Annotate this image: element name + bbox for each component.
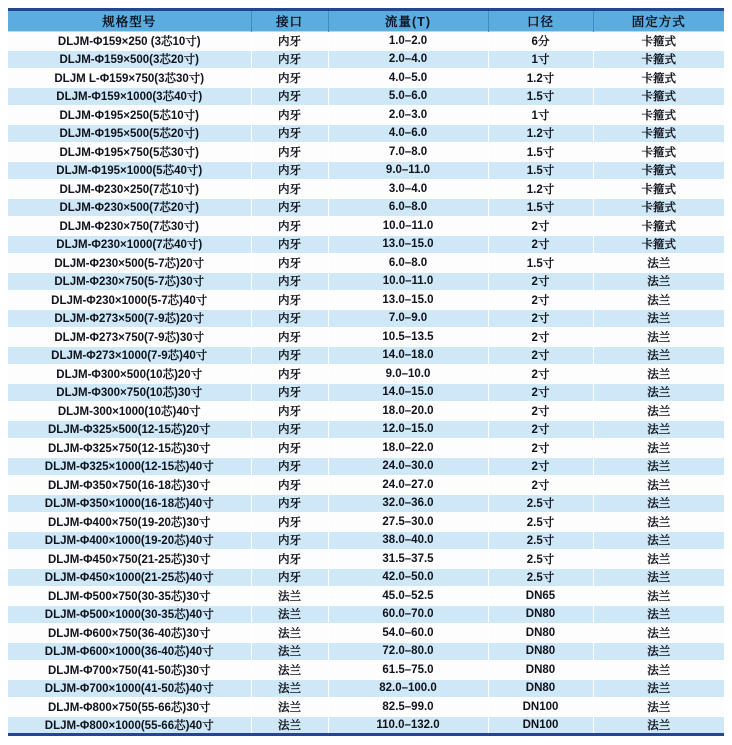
- cell-model: DLJM-Φ195×500(5芯20寸): [8, 124, 251, 143]
- cell-model: DLJM-Φ600×1000(36-40芯)40寸: [8, 642, 251, 661]
- cell-model: DLJM-Φ325×500(12-15芯)20寸: [8, 420, 251, 439]
- cell-interface: 法兰: [251, 605, 328, 624]
- cell-model: DLJM-Φ450×750(21-25芯)30寸: [8, 550, 251, 569]
- cell-model: DLJM-Φ300×750(10芯)30寸: [8, 383, 251, 402]
- cell-model: DLJM-Φ600×750(36-40芯)30寸: [8, 624, 251, 643]
- cell-diameter: DN80: [488, 661, 593, 680]
- cell-model: DLJM-Φ230×500(5-7芯)20寸: [8, 254, 251, 273]
- table-row: [8, 550, 724, 569]
- cell-mounting: 法兰: [593, 568, 724, 587]
- cell-diameter: 2.5寸: [488, 531, 593, 550]
- cell-mounting: 法兰: [593, 642, 724, 661]
- cell-mounting: 法兰: [593, 624, 724, 643]
- cell-mounting: 卡箍式: [593, 87, 724, 106]
- cell-interface: 内牙: [251, 106, 328, 125]
- cell-model: DLJM-Φ700×750(41-50芯)30寸: [8, 661, 251, 680]
- cell-diameter: 1寸: [488, 106, 593, 125]
- cell-model: DLJM-Φ325×750(12-15芯)30寸: [8, 439, 251, 458]
- table-row: [8, 32, 724, 51]
- cell-flow: 6.0–8.0: [328, 254, 488, 273]
- cell-mounting: 卡箍式: [593, 198, 724, 217]
- cell-interface: 法兰: [251, 624, 328, 643]
- cell-mounting: 法兰: [593, 716, 724, 735]
- cell-flow: 10.0–11.0: [328, 272, 488, 291]
- cell-interface: 内牙: [251, 180, 328, 199]
- table-row: [8, 272, 724, 291]
- cell-flow: 54.0–60.0: [328, 624, 488, 643]
- cell-flow: 60.0–70.0: [328, 605, 488, 624]
- cell-diameter: 2寸: [488, 309, 593, 328]
- cell-flow: 9.0–11.0: [328, 161, 488, 180]
- cell-interface: 内牙: [251, 32, 328, 51]
- cell-flow: 31.5–37.5: [328, 550, 488, 569]
- cell-mounting: 法兰: [593, 328, 724, 347]
- cell-diameter: 2.5寸: [488, 513, 593, 532]
- cell-mounting: 法兰: [593, 513, 724, 532]
- cell-diameter: DN100: [488, 716, 593, 735]
- cell-model: DLJM L-Φ159×750(3芯30寸): [8, 69, 251, 88]
- cell-model: DLJM-Φ195×1000(5芯40寸): [8, 161, 251, 180]
- cell-mounting: 法兰: [593, 254, 724, 273]
- cell-model: DLJM-Φ273×1000(7-9芯)40寸: [8, 346, 251, 365]
- cell-flow: 2.0–3.0: [328, 106, 488, 125]
- cell-mounting: 卡箍式: [593, 32, 724, 51]
- cell-model: DLJM-Φ159×250 (3芯10寸): [8, 32, 251, 51]
- table-row: [8, 365, 724, 384]
- cell-interface: 内牙: [251, 439, 328, 458]
- cell-model: DLJM-Φ159×1000(3芯40寸): [8, 87, 251, 106]
- table-row: [8, 180, 724, 199]
- cell-interface: 内牙: [251, 568, 328, 587]
- cell-diameter: 2寸: [488, 439, 593, 458]
- table-row: [8, 605, 724, 624]
- table-row: [8, 328, 724, 347]
- table-header: [8, 10, 724, 32]
- cell-diameter: DN100: [488, 698, 593, 717]
- cell-flow: 5.0–6.0: [328, 87, 488, 106]
- cell-diameter: 2寸: [488, 420, 593, 439]
- cell-model: DLJM-Φ195×750(5芯30寸): [8, 143, 251, 162]
- cell-flow: 32.0–36.0: [328, 494, 488, 513]
- cell-interface: 内牙: [251, 87, 328, 106]
- cell-flow: 18.0–20.0: [328, 402, 488, 421]
- table-row: [8, 642, 724, 661]
- cell-diameter: DN80: [488, 642, 593, 661]
- table-row: [8, 143, 724, 162]
- table-row: [8, 568, 724, 587]
- cell-diameter: 1.2寸: [488, 124, 593, 143]
- cell-model: DLJM-Φ195×250(5芯10寸): [8, 106, 251, 125]
- cell-interface: 内牙: [251, 235, 328, 254]
- cell-diameter: 2.5寸: [488, 494, 593, 513]
- cell-flow: 1.0–2.0: [328, 32, 488, 51]
- cell-diameter: 1.5寸: [488, 198, 593, 217]
- cell-interface: 内牙: [251, 124, 328, 143]
- table-row: [8, 698, 724, 717]
- table-row: [8, 402, 724, 421]
- cell-mounting: 法兰: [593, 476, 724, 495]
- cell-model: DLJM-Φ450×1000(21-25芯)40寸: [8, 568, 251, 587]
- cell-mounting: 卡箍式: [593, 143, 724, 162]
- cell-flow: 14.0–18.0: [328, 346, 488, 365]
- table-row: [8, 254, 724, 273]
- spec-table: [8, 8, 724, 736]
- cell-diameter: 1.2寸: [488, 69, 593, 88]
- cell-mounting: 法兰: [593, 346, 724, 365]
- cell-mounting: 卡箍式: [593, 161, 724, 180]
- cell-mounting: 法兰: [593, 457, 724, 476]
- cell-flow: 7.0–9.0: [328, 309, 488, 328]
- cell-model: DLJM-Φ230×250(7芯10寸): [8, 180, 251, 199]
- cell-diameter: 2.5寸: [488, 568, 593, 587]
- cell-interface: 内牙: [251, 476, 328, 495]
- cell-model: DLJM-Φ230×1000(5-7芯)40寸: [8, 291, 251, 310]
- cell-flow: 24.0–27.0: [328, 476, 488, 495]
- cell-mounting: 法兰: [593, 309, 724, 328]
- cell-interface: 法兰: [251, 698, 328, 717]
- cell-interface: 内牙: [251, 291, 328, 310]
- cell-diameter: 1.5寸: [488, 161, 593, 180]
- cell-mounting: 法兰: [593, 383, 724, 402]
- cell-flow: 42.0–50.0: [328, 568, 488, 587]
- table-row: [8, 420, 724, 439]
- table-row: [8, 587, 724, 606]
- table-row: [8, 457, 724, 476]
- cell-model: DLJM-Φ800×750(55-66芯)30寸: [8, 698, 251, 717]
- cell-mounting: 法兰: [593, 420, 724, 439]
- cell-diameter: 1.5寸: [488, 87, 593, 106]
- cell-flow: 6.0–8.0: [328, 198, 488, 217]
- cell-flow: 10.5–13.5: [328, 328, 488, 347]
- cell-model: DLJM-Φ700×1000(41-50芯)40寸: [8, 679, 251, 698]
- cell-interface: 内牙: [251, 272, 328, 291]
- cell-interface: 内牙: [251, 513, 328, 532]
- table-row: [8, 87, 724, 106]
- cell-flow: 27.5–30.0: [328, 513, 488, 532]
- column-header-model: 规格型号: [8, 10, 251, 32]
- cell-model: DLJM-Φ300×500(10芯)20寸: [8, 365, 251, 384]
- cell-diameter: DN65: [488, 587, 593, 606]
- cell-model: DLJM-Φ159×500(3芯20寸): [8, 50, 251, 69]
- cell-flow: 13.0–15.0: [328, 291, 488, 310]
- cell-diameter: 2.5寸: [488, 550, 593, 569]
- cell-mounting: 法兰: [593, 494, 724, 513]
- cell-diameter: 2寸: [488, 383, 593, 402]
- cell-interface: 内牙: [251, 198, 328, 217]
- cell-interface: 内牙: [251, 457, 328, 476]
- table-row: [8, 198, 724, 217]
- cell-diameter: 2寸: [488, 217, 593, 236]
- cell-interface: 内牙: [251, 217, 328, 236]
- cell-diameter: 1.5寸: [488, 254, 593, 273]
- cell-diameter: 2寸: [488, 235, 593, 254]
- cell-model: DLJM-Φ800×1000(55-66芯)40寸: [8, 716, 251, 735]
- cell-interface: 法兰: [251, 661, 328, 680]
- cell-model: DLJM-Φ230×500(7芯20寸): [8, 198, 251, 217]
- cell-mounting: 法兰: [593, 439, 724, 458]
- table-row: [8, 235, 724, 254]
- cell-interface: 内牙: [251, 309, 328, 328]
- cell-model: DLJM-Φ230×750(5-7芯)30寸: [8, 272, 251, 291]
- cell-mounting: 法兰: [593, 402, 724, 421]
- cell-model: DLJM-300×1000(10芯)40寸: [8, 402, 251, 421]
- cell-interface: 内牙: [251, 402, 328, 421]
- cell-flow: 38.0–40.0: [328, 531, 488, 550]
- cell-mounting: 法兰: [593, 291, 724, 310]
- table-row: [8, 161, 724, 180]
- cell-flow: 18.0–22.0: [328, 439, 488, 458]
- cell-interface: 内牙: [251, 365, 328, 384]
- table-row: [8, 50, 724, 69]
- cell-mounting: 卡箍式: [593, 235, 724, 254]
- cell-flow: 82.5–99.0: [328, 698, 488, 717]
- cell-flow: 12.0–15.0: [328, 420, 488, 439]
- cell-interface: 内牙: [251, 494, 328, 513]
- cell-interface: 内牙: [251, 50, 328, 69]
- cell-diameter: 2寸: [488, 328, 593, 347]
- cell-flow: 2.0–4.0: [328, 50, 488, 69]
- cell-diameter: 2寸: [488, 346, 593, 365]
- cell-model: DLJM-Φ230×750(7芯30寸): [8, 217, 251, 236]
- table-body: [8, 32, 724, 735]
- cell-diameter: 1.5寸: [488, 143, 593, 162]
- table-row: [8, 106, 724, 125]
- cell-mounting: 法兰: [593, 587, 724, 606]
- cell-diameter: 1寸: [488, 50, 593, 69]
- table-row: [8, 513, 724, 532]
- cell-mounting: 法兰: [593, 272, 724, 291]
- cell-mounting: 卡箍式: [593, 124, 724, 143]
- cell-flow: 9.0–10.0: [328, 365, 488, 384]
- cell-model: DLJM-Φ400×1000(19-20芯)40寸: [8, 531, 251, 550]
- table-row: [8, 439, 724, 458]
- cell-model: DLJM-Φ400×750(19-20芯)30寸: [8, 513, 251, 532]
- cell-interface: 内牙: [251, 161, 328, 180]
- table-row: [8, 217, 724, 236]
- cell-flow: 45.0–52.5: [328, 587, 488, 606]
- cell-diameter: 2寸: [488, 402, 593, 421]
- cell-flow: 4.0–5.0: [328, 69, 488, 88]
- table-row: [8, 494, 724, 513]
- cell-interface: 内牙: [251, 531, 328, 550]
- cell-mounting: 法兰: [593, 679, 724, 698]
- column-header-interface: 接口: [251, 10, 328, 32]
- cell-model: DLJM-Φ273×500(7-9芯)20寸: [8, 309, 251, 328]
- cell-interface: 内牙: [251, 550, 328, 569]
- cell-interface: 法兰: [251, 716, 328, 735]
- cell-diameter: 2寸: [488, 365, 593, 384]
- cell-interface: 内牙: [251, 69, 328, 88]
- cell-interface: 内牙: [251, 254, 328, 273]
- table-row: [8, 679, 724, 698]
- table-row: [8, 124, 724, 143]
- cell-mounting: 法兰: [593, 531, 724, 550]
- cell-flow: 10.0–11.0: [328, 217, 488, 236]
- cell-mounting: 卡箍式: [593, 180, 724, 199]
- cell-diameter: DN80: [488, 679, 593, 698]
- table-row: [8, 661, 724, 680]
- cell-flow: 61.5–75.0: [328, 661, 488, 680]
- cell-diameter: 1.2寸: [488, 180, 593, 199]
- cell-model: DLJM-Φ350×1000(16-18芯)40寸: [8, 494, 251, 513]
- table-row: [8, 291, 724, 310]
- header-row: [8, 10, 724, 32]
- cell-interface: 内牙: [251, 346, 328, 365]
- cell-diameter: 2寸: [488, 476, 593, 495]
- cell-flow: 13.0–15.0: [328, 235, 488, 254]
- cell-mounting: 法兰: [593, 550, 724, 569]
- cell-mounting: 卡箍式: [593, 50, 724, 69]
- cell-interface: 内牙: [251, 420, 328, 439]
- cell-diameter: 2寸: [488, 457, 593, 476]
- table-row: [8, 346, 724, 365]
- column-header-diameter: 口径: [488, 10, 593, 32]
- cell-diameter: 2寸: [488, 272, 593, 291]
- table-row: [8, 531, 724, 550]
- cell-model: DLJM-Φ230×1000(7芯40寸): [8, 235, 251, 254]
- cell-flow: 24.0–30.0: [328, 457, 488, 476]
- cell-model: DLJM-Φ325×1000(12-15芯)40寸: [8, 457, 251, 476]
- cell-diameter: 6分: [488, 32, 593, 51]
- table-row: [8, 624, 724, 643]
- cell-model: DLJM-Φ500×750(30-35芯)30寸: [8, 587, 251, 606]
- cell-interface: 内牙: [251, 383, 328, 402]
- column-header-flow: 流量(T): [328, 10, 488, 32]
- cell-mounting: 法兰: [593, 698, 724, 717]
- cell-model: DLJM-Φ273×750(7-9芯)30寸: [8, 328, 251, 347]
- cell-interface: 内牙: [251, 328, 328, 347]
- table-row: [8, 309, 724, 328]
- cell-diameter: 2寸: [488, 291, 593, 310]
- cell-mounting: 法兰: [593, 661, 724, 680]
- cell-model: DLJM-Φ500×1000(30-35芯)40寸: [8, 605, 251, 624]
- cell-flow: 14.0–15.0: [328, 383, 488, 402]
- cell-mounting: 卡箍式: [593, 106, 724, 125]
- table-row: [8, 476, 724, 495]
- column-header-mounting: 固定方式: [593, 10, 724, 32]
- cell-flow: 72.0–80.0: [328, 642, 488, 661]
- cell-mounting: 卡箍式: [593, 217, 724, 236]
- cell-flow: 7.0–8.0: [328, 143, 488, 162]
- cell-flow: 110.0–132.0: [328, 716, 488, 735]
- cell-interface: 法兰: [251, 642, 328, 661]
- cell-mounting: 法兰: [593, 365, 724, 384]
- cell-mounting: 法兰: [593, 605, 724, 624]
- cell-flow: 3.0–4.0: [328, 180, 488, 199]
- cell-flow: 4.0–6.0: [328, 124, 488, 143]
- cell-interface: 法兰: [251, 679, 328, 698]
- cell-flow: 82.0–100.0: [328, 679, 488, 698]
- cell-interface: 法兰: [251, 587, 328, 606]
- cell-diameter: DN80: [488, 624, 593, 643]
- table-row: [8, 383, 724, 402]
- cell-mounting: 卡箍式: [593, 69, 724, 88]
- cell-interface: 内牙: [251, 143, 328, 162]
- cell-diameter: DN80: [488, 605, 593, 624]
- table-row: [8, 716, 724, 735]
- cell-model: DLJM-Φ350×750(16-18芯)30寸: [8, 476, 251, 495]
- table-row: [8, 69, 724, 88]
